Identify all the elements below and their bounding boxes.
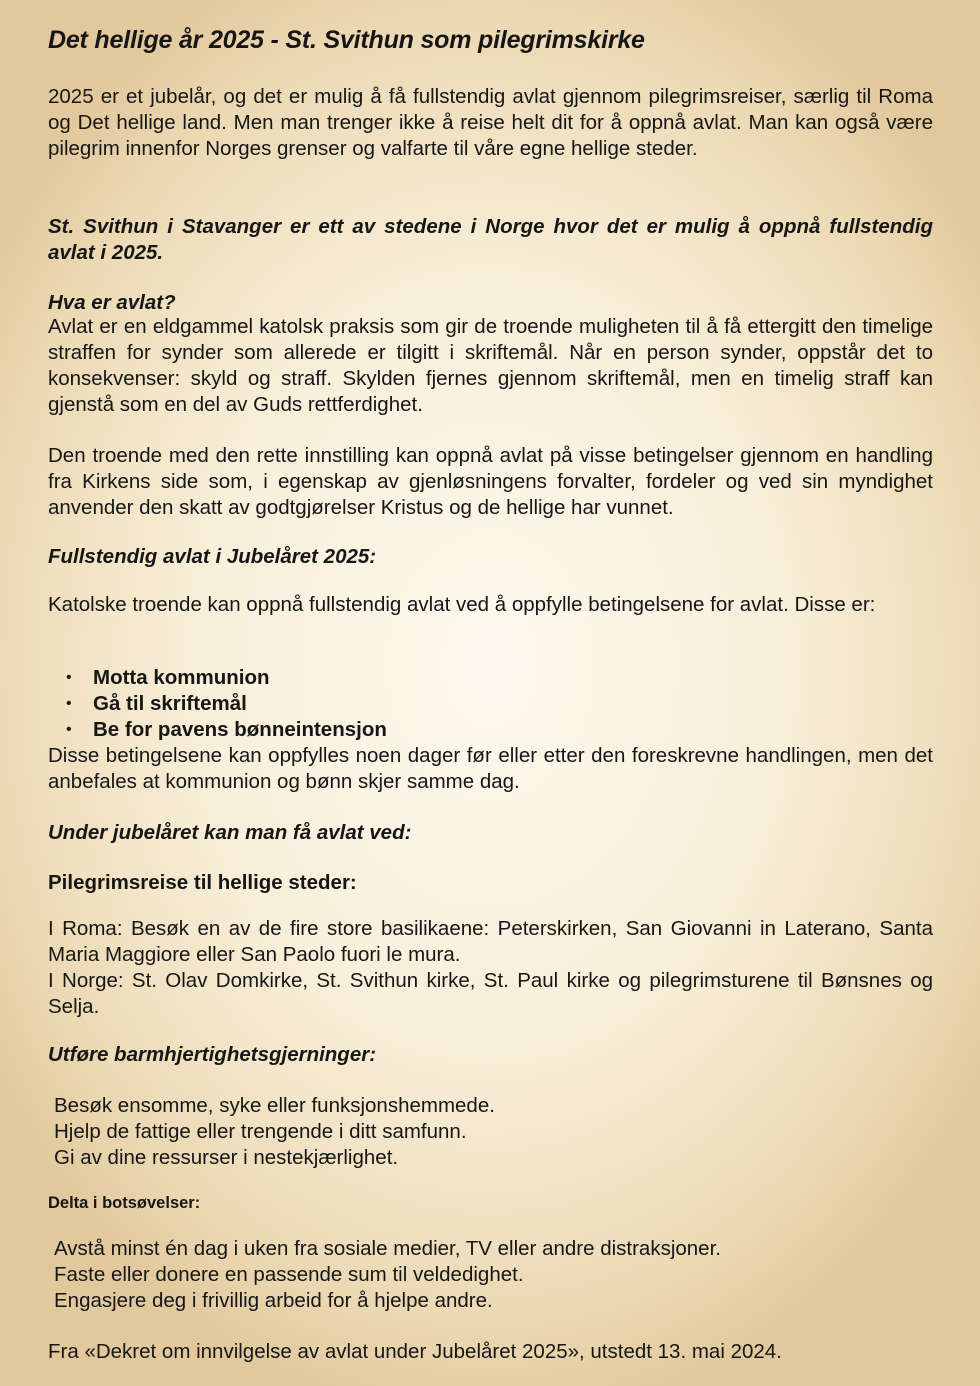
intro-paragraph: 2025 er et jubelår, og det er mulig å få fullstendig avlat gjennom pilegrimsreiser, særlig til Roma og Det hellige land. Men man trenger ikke å reise helt dit for å oppnå avlat. Man kan også være pilegrim innenfor Norges grenser og valfarte til våre egne hellige steder.: [48, 85, 933, 160]
svithun-statement: St. Svithun i Stavanger er ett av stedene i Norge hvor det er mulig å oppnå fullstendig avlat i 2025.: [48, 215, 933, 264]
believer-paragraph: Den troende med den rette innstilling kan oppnå avlat på visse betingelser gjennom en handling fra Kirkens side som, i egenskap av gjenløsningens forvalter, fordeler og ved sin myndighet anvender den skatt av godtgjørelser Kristus og de hellige har vunnet.: [48, 444, 933, 519]
source-citation: Fra «Dekret om innvilgelse av avlat under Jubelåret 2025», utstedt 13. mai 2024.: [48, 1340, 782, 1363]
what-paragraph: Avlat er en eldgammel katolsk praksis som gir de troende muligheten til å få ettergitt den timelige straffen for synder som allerede er tilgitt i skriftemål. Når en person synder, oppstår det to konsekvenser: skyld og straff. Skylden fjernes gjennom skriftemål, men en timelig straff kan gjenstå som en del av Guds rettferdighet.: [48, 315, 933, 416]
list-item: Hjelp de fattige eller trengende i ditt samfunn.: [54, 1120, 467, 1143]
list-item: Gi av dine ressurser i nestekjærlighet.: [54, 1146, 399, 1169]
list-item: • Gå til skriftemål: [48, 691, 933, 717]
norway-text: I Norge: St. Olav Domkirke, St. Svithun kirke, St. Paul kirke og pilegrimsturene til Bønsnes og Selja.: [48, 969, 933, 1018]
conditions-list: [48, 665, 933, 743]
list-item: • Be for pavens bønneintensjon: [48, 717, 933, 743]
mercy-heading: Utføre barmhjertighetsgjerninger:: [48, 1043, 377, 1066]
list-item: Faste eller donere en passende sum til veldedighet.: [54, 1263, 524, 1286]
conditions-intro: Katolske troende kan oppnå fullstendig avlat ved å oppfylle betingelsene for avlat. Disse er:: [48, 593, 876, 616]
list-item: Avstå minst én dag i uken fra sosiale medier, TV eller andre distraksjoner.: [54, 1237, 721, 1260]
mercy-list: [48, 1093, 939, 1171]
list-item: • Motta kommunion: [48, 665, 933, 691]
conditions-note: Disse betingelsene kan oppfylles noen dager før eller etter den foreskrevne handlingen, men det anbefales at kommunion og bønn skjer samme dag.: [48, 744, 933, 793]
list-item: Besøk ensomme, syke eller funksjonshemmede.: [54, 1094, 495, 1117]
what-heading: Hva er avlat?: [48, 291, 176, 314]
page-title: Det hellige år 2025 - St. Svithun som pilegrimskirke: [48, 26, 645, 54]
penance-heading: Delta i botsøvelser:: [48, 1194, 201, 1212]
pilgrimage-heading: Pilegrimsreise til hellige steder:: [48, 871, 357, 894]
list-item: Engasjere deg i frivillig arbeid for å hjelpe andre.: [54, 1289, 493, 1312]
full-avlat-heading: Fullstendig avlat i Jubelåret 2025:: [48, 545, 377, 568]
jubilee-heading: Under jubelåret kan man få avlat ved:: [48, 821, 412, 844]
rome-text: I Roma: Besøk en av de fire store basilikaene: Peterskirken, San Giovanni in Laterano, Santa Maria Maggiore eller San Paolo fuori le mura.: [48, 917, 933, 966]
penance-list: [48, 1236, 939, 1314]
